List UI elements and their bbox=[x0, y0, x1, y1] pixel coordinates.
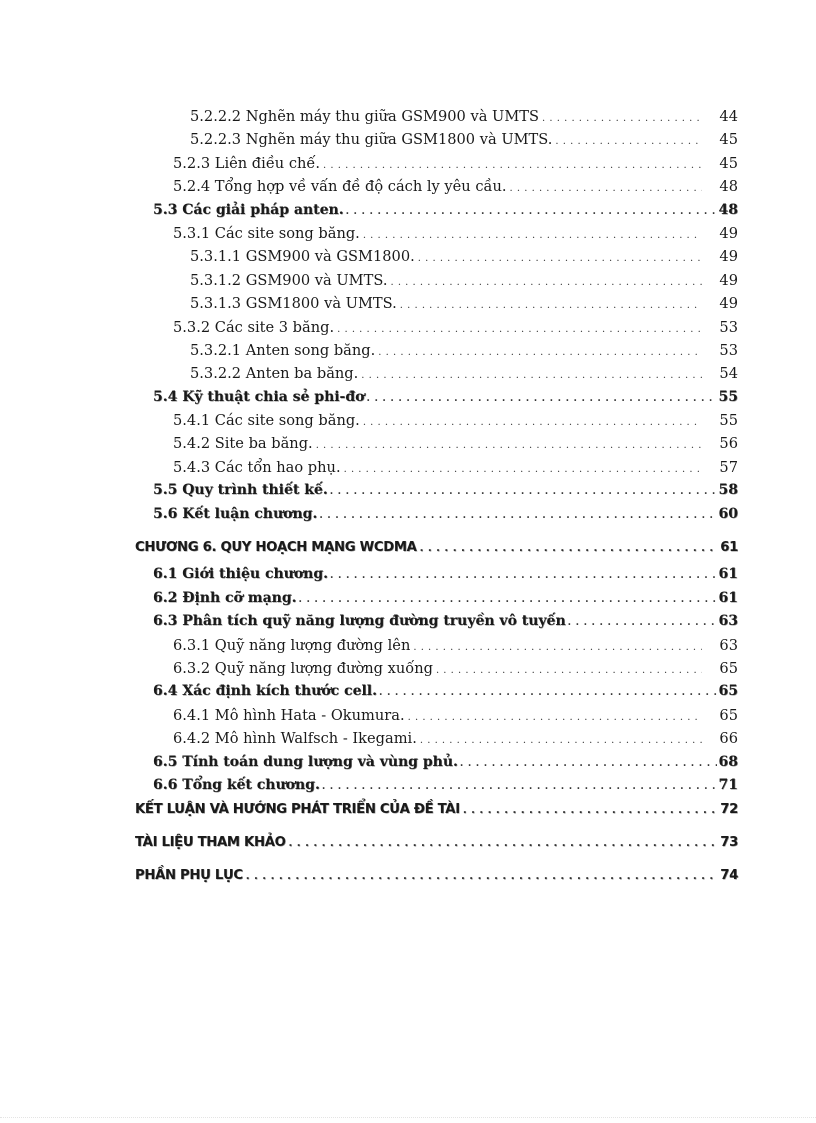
toc-entry[interactable] bbox=[135, 835, 738, 868]
toc-entry-title: TÀI LIỆU THAM KHẢO bbox=[135, 835, 286, 851]
toc-entry-title: 5.2.4 Tổng hợp về vấn đề độ cách ly yêu cầu. bbox=[173, 178, 507, 196]
dot-leader bbox=[323, 160, 702, 171]
toc-entry-title: 6.4.2 Mô hình Walfsch - Ikegami. bbox=[173, 730, 417, 748]
toc-entry[interactable] bbox=[135, 108, 738, 131]
toc-entry-title: 5.4.3 Các tổn hao phụ. bbox=[173, 458, 341, 476]
toc-entry-title: 6.3 Phân tích quỹ năng lượng đường truyền vô tuyến bbox=[153, 613, 566, 630]
toc-entry[interactable] bbox=[135, 802, 738, 835]
toc-entry-title: 5.4.1 Các site song băng. bbox=[173, 412, 360, 430]
toc-entry[interactable] bbox=[135, 683, 738, 706]
dot-leader bbox=[420, 543, 719, 554]
toc-page-number: 48 bbox=[718, 201, 738, 218]
toc-entry[interactable] bbox=[135, 707, 738, 730]
dot-leader bbox=[555, 136, 702, 147]
dot-leader bbox=[363, 230, 702, 241]
dot-leader bbox=[542, 113, 702, 124]
toc-entry-title: 6.3.2 Quỹ năng lượng đường xuống bbox=[173, 659, 433, 677]
dot-leader bbox=[420, 735, 702, 746]
dot-leader bbox=[413, 642, 702, 653]
toc-page-number: 56 bbox=[719, 435, 738, 453]
toc-page-number: 49 bbox=[719, 295, 738, 313]
toc-entry-title: 6.6 Tổng kết chương. bbox=[153, 776, 320, 793]
toc-page-number: 63 bbox=[719, 636, 738, 654]
dot-leader bbox=[346, 206, 717, 217]
toc-page-number: 58 bbox=[718, 482, 738, 499]
toc-page-number: 61 bbox=[718, 589, 738, 606]
dot-leader bbox=[510, 183, 702, 194]
toc-page-number: 53 bbox=[719, 341, 738, 359]
toc-entry[interactable] bbox=[135, 319, 738, 342]
toc-page-number: 65 bbox=[718, 683, 738, 700]
toc-page-number: 55 bbox=[718, 388, 738, 405]
dot-leader bbox=[378, 347, 702, 358]
toc-page-number: 44 bbox=[719, 108, 738, 125]
dot-leader bbox=[246, 871, 719, 882]
toc-page-number: 65 bbox=[719, 706, 738, 724]
toc-page-number: 49 bbox=[719, 271, 738, 289]
toc-entry[interactable] bbox=[135, 482, 738, 505]
dot-leader bbox=[344, 464, 702, 475]
toc-entry-title: 5.4.2 Site ba băng. bbox=[173, 435, 313, 453]
toc-page-number: 54 bbox=[719, 365, 738, 383]
toc-entry[interactable] bbox=[135, 777, 738, 800]
dot-leader bbox=[400, 300, 702, 311]
dot-leader bbox=[460, 758, 717, 769]
toc-entry-title: 5.2.3 Liên điều chế. bbox=[173, 154, 321, 172]
dot-leader bbox=[337, 324, 702, 335]
toc-entry-title: KẾT LUẬN VÀ HƯỚNG PHÁT TRIỂN CỦA ĐỀ TÀI bbox=[135, 802, 460, 818]
toc-page-number: 57 bbox=[719, 458, 738, 476]
toc-entry-title: 5.3.2 Các site 3 băng. bbox=[173, 318, 335, 336]
toc-page-number: 45 bbox=[719, 154, 738, 172]
dot-leader bbox=[316, 440, 702, 451]
dot-leader bbox=[361, 370, 702, 381]
toc-entry-title: 6.3.1 Quỹ năng lượng đường lên bbox=[173, 636, 411, 654]
toc-entry[interactable] bbox=[135, 178, 738, 201]
toc-entry[interactable] bbox=[135, 730, 738, 753]
toc-entry[interactable] bbox=[135, 754, 738, 777]
toc-entry-title: 6.1 Giới thiệu chương. bbox=[153, 566, 329, 583]
dot-leader bbox=[289, 838, 719, 849]
toc-page-number: 49 bbox=[719, 224, 738, 242]
toc-entry[interactable] bbox=[135, 868, 738, 901]
toc-entry-title: 5.3.1.2 GSM900 và UMTS. bbox=[190, 271, 388, 289]
toc-entry[interactable] bbox=[135, 389, 738, 412]
dot-leader bbox=[330, 486, 717, 497]
toc-entry[interactable] bbox=[135, 660, 738, 683]
toc-entry[interactable] bbox=[135, 566, 738, 589]
toc-entry[interactable] bbox=[135, 295, 738, 318]
toc-page-number: 66 bbox=[719, 730, 738, 748]
toc-entry[interactable] bbox=[135, 272, 738, 295]
table-of-contents bbox=[135, 108, 738, 901]
toc-page-number: 48 bbox=[719, 178, 738, 196]
toc-page-number: 53 bbox=[719, 318, 738, 336]
toc-entry[interactable] bbox=[135, 342, 738, 365]
toc-page-number: 65 bbox=[719, 659, 738, 677]
dot-leader bbox=[363, 417, 702, 428]
toc-page-number: 60 bbox=[718, 505, 738, 522]
toc-page-number: 63 bbox=[718, 613, 738, 630]
page-edge-divider bbox=[0, 1117, 816, 1118]
dot-leader bbox=[367, 393, 717, 404]
toc-page-number: 61 bbox=[718, 566, 738, 583]
toc-entry-title: CHƯƠNG 6. QUY HOẠCH MẠNG WCDMA bbox=[135, 540, 417, 556]
toc-entry[interactable] bbox=[135, 155, 738, 178]
toc-entry[interactable] bbox=[135, 225, 738, 248]
toc-page-number: 74 bbox=[720, 868, 738, 884]
toc-entry[interactable] bbox=[135, 202, 738, 225]
toc-entry[interactable] bbox=[135, 459, 738, 482]
toc-entry-title: 5.3.2.2 Anten ba băng. bbox=[190, 365, 359, 383]
dot-leader bbox=[568, 617, 717, 628]
toc-entry-title: 6.5 Tính toán dung lượng và vùng phủ. bbox=[153, 753, 458, 770]
dot-leader bbox=[298, 594, 716, 605]
toc-page-number: 61 bbox=[720, 540, 738, 556]
toc-entry-title: PHẦN PHỤ LỤC bbox=[135, 868, 243, 884]
dot-leader bbox=[436, 665, 702, 676]
dot-leader bbox=[319, 510, 716, 521]
toc-page-number: 55 bbox=[719, 412, 738, 430]
dot-leader bbox=[463, 805, 718, 816]
toc-entry[interactable] bbox=[135, 590, 738, 613]
dot-leader bbox=[379, 687, 717, 698]
toc-entry[interactable] bbox=[135, 540, 738, 563]
dot-leader bbox=[408, 712, 702, 723]
toc-entry[interactable] bbox=[135, 506, 738, 529]
dot-leader bbox=[330, 570, 716, 581]
toc-entry[interactable] bbox=[135, 365, 738, 388]
toc-entry-title: 5.4 Kỹ thuật chia sẻ phi-đơ bbox=[153, 388, 365, 405]
toc-entry-title: 5.2.2.3 Nghẽn máy thu giữa GSM1800 và UMTS. bbox=[190, 131, 553, 149]
toc-entry-title: 5.5 Quy trình thiết kế. bbox=[153, 482, 328, 499]
toc-entry[interactable] bbox=[135, 248, 738, 271]
toc-page-number: 68 bbox=[718, 753, 738, 770]
toc-entry[interactable] bbox=[135, 637, 738, 660]
toc-entry-title: 5.3.1.3 GSM1800 và UMTS. bbox=[190, 295, 397, 313]
toc-entry-title: 5.3.1 Các site song băng. bbox=[173, 224, 360, 242]
toc-entry[interactable] bbox=[135, 412, 738, 435]
toc-page-number: 72 bbox=[720, 802, 738, 818]
dot-leader bbox=[390, 277, 702, 288]
toc-entry[interactable] bbox=[135, 613, 738, 636]
toc-page-number: 45 bbox=[719, 131, 738, 149]
toc-entry[interactable] bbox=[135, 435, 738, 458]
toc-entry-title: 6.4.1 Mô hình Hata - Okumura. bbox=[173, 706, 405, 724]
dot-leader bbox=[418, 253, 702, 264]
toc-page-number: 73 bbox=[720, 835, 738, 851]
toc-entry-title: 5.3.1.1 GSM900 và GSM1800. bbox=[190, 248, 415, 266]
toc-entry-title: 5.6 Kết luận chương. bbox=[153, 505, 318, 522]
toc-page-number: 71 bbox=[718, 776, 738, 793]
toc-entry-title: 5.2.2.2 Nghẽn máy thu giữa GSM900 và UMTS bbox=[190, 108, 540, 125]
toc-entry-title: 6.2 Định cỡ mạng. bbox=[153, 589, 297, 606]
toc-entry-title: 6.4 Xác định kích thước cell. bbox=[153, 683, 377, 700]
toc-entry[interactable] bbox=[135, 131, 738, 154]
dot-leader bbox=[322, 781, 717, 792]
toc-entry-title: 5.3.2.1 Anten song băng. bbox=[190, 341, 376, 359]
toc-page-number: 49 bbox=[719, 248, 738, 266]
toc-entry-title: 5.3 Các giải pháp anten. bbox=[153, 201, 344, 218]
